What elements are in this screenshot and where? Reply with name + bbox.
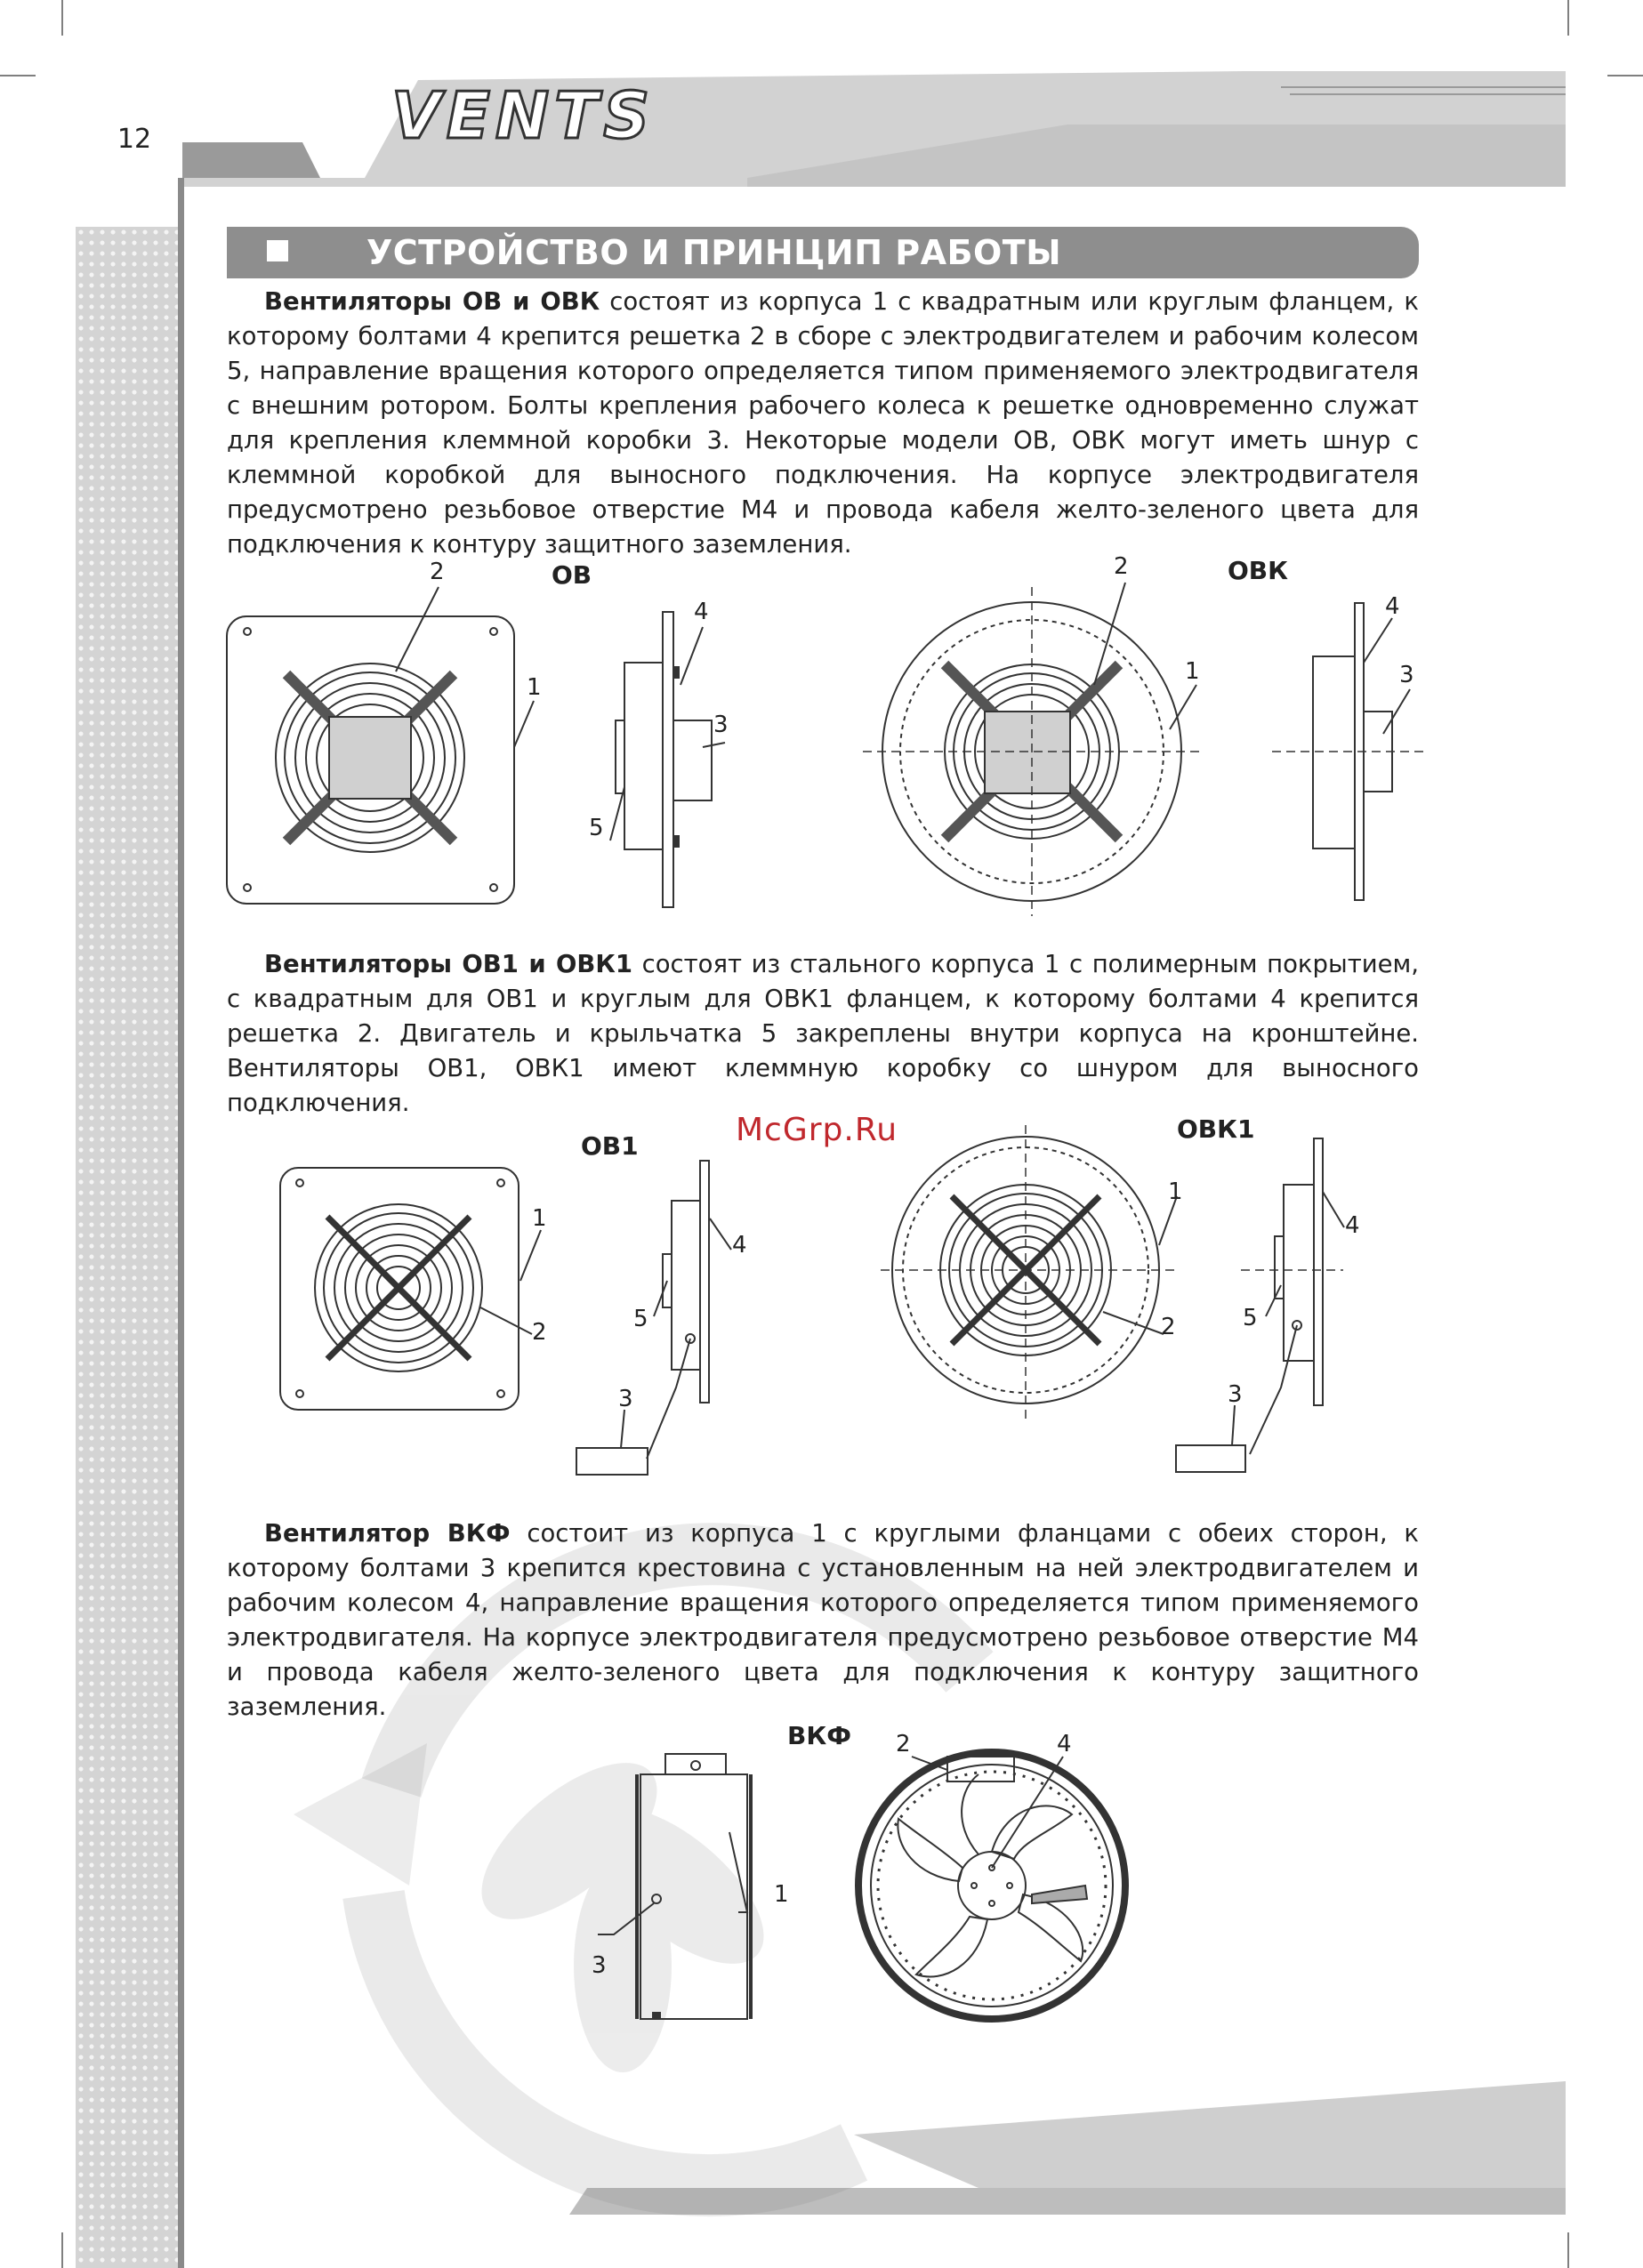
callout-number: 3	[1399, 662, 1414, 688]
callout-number: 1	[1185, 658, 1200, 685]
callout-number: 3	[618, 1386, 633, 1412]
callout-number: 1	[527, 674, 542, 701]
callout-number: 4	[732, 1232, 747, 1259]
callout-number: 1	[532, 1205, 547, 1232]
callout-number: 3	[1228, 1381, 1243, 1408]
paragraph-body: состоит из корпуса 1 с круглыми фланцами с обеих сторон, к которому болтами 3 крепится крестовина с установленным на ней электродвигателем и рабочим колесом 4, направление вращения которого определяется типом применяемого электродвигателя. На корпусе электродвигателя предусмотрено резьбовое отверстие М4 и провода кабеля желто-зеленого цвета для подключения к контуру защитного заземления.	[227, 1519, 1419, 1721]
paragraph-bold-lead: Вентилятор ВКФ	[264, 1519, 511, 1548]
figure-label-ov: ОВ	[552, 560, 592, 590]
page-number: 12	[93, 98, 175, 180]
watermark-text: McGrp.Ru	[736, 1112, 898, 1148]
callout-number: 5	[589, 815, 604, 841]
paragraph-body: состоят из корпуса 1 с квадратным или круглым фланцем, к которому болтами 4 крепится решетка 2 в сборе с электродвигателем и рабочим колесом 5, направление вращения которого определяется типом применяемого электродвигателя с внешним ротором. Болты крепления рабочего колеса к решетке одновременно служат для крепления клеммной коробки 3. Некоторые модели ОВ, ОВК могут иметь шнур с клеммной коробкой для выносного подключения. На корпусе электродвигателя предусмотрено резьбовое отверстие М4 и провода кабеля желто-зеленого цвета для подключения к контуру защитного заземления.	[227, 287, 1419, 559]
paragraph-bold-lead: Вентиляторы ОВ и ОВК	[264, 287, 600, 316]
section-title: УСТРОЙСТВО И ПРИНЦИП РАБОТЫ	[366, 233, 1062, 272]
paragraph-body: состоят из стального корпуса 1 с полимерным покрытием, с квадратным для ОВ1 и круглым для ОВК1 фланцем, к которому болтами 4 крепится решетка 2. Двигатель и крыльчатка 5 закреплены внутри корпуса на кронштейне. Вентиляторы ОВ1, ОВК1 имеют клеммную коробку со шнуром для выносного подключения.	[227, 950, 1419, 1117]
callout-number: 5	[1243, 1305, 1258, 1331]
callout-number: 3	[713, 712, 729, 738]
paragraph-bold-lead: Вентиляторы ОВ1 и ОВК1	[264, 950, 632, 978]
figure-label-ov1: ОВ1	[581, 1131, 639, 1161]
callout-number: 2	[532, 1319, 547, 1346]
callout-number: 4	[1345, 1212, 1360, 1239]
callout-number: 4	[1057, 1731, 1072, 1757]
figure-label-ovk1: ОВК1	[1177, 1114, 1255, 1144]
callout-number: 4	[1385, 593, 1400, 620]
callout-number: 5	[633, 1306, 648, 1332]
callout-number: 2	[1114, 553, 1129, 580]
callout-number: 1	[1168, 1178, 1183, 1205]
brand-logo: VENTS	[391, 78, 656, 153]
callout-number: 2	[1161, 1314, 1176, 1340]
figure-label-vkf: ВКФ	[787, 1721, 851, 1750]
callout-number: 4	[694, 599, 709, 625]
callout-number: 2	[430, 559, 445, 585]
callout-number: 1	[774, 1881, 789, 1908]
callout-number: 2	[896, 1731, 911, 1757]
figure-label-ovk: ОВК	[1228, 556, 1289, 585]
callout-number: 3	[592, 1952, 607, 1979]
